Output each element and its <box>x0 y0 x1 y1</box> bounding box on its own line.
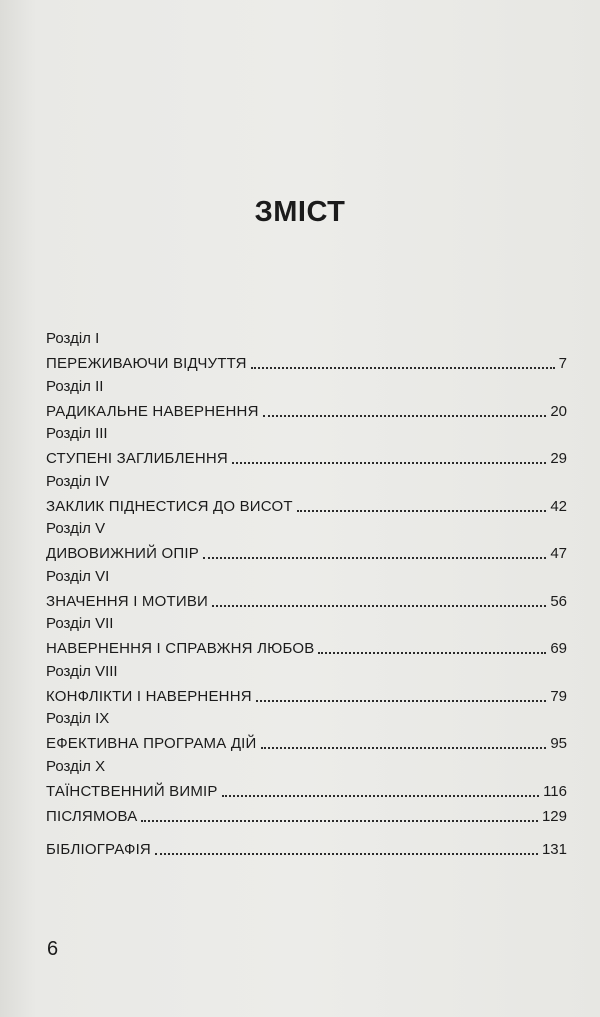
toc-row <box>46 540 567 564</box>
chapter-label: Розділ IV <box>46 472 110 490</box>
toc-row <box>46 350 567 374</box>
chapter-label: Розділ VIII <box>46 662 118 680</box>
page-ref: 95 <box>550 735 567 752</box>
dot-leader <box>222 795 539 797</box>
chapter-label: Розділ VI <box>46 567 110 585</box>
toc-row <box>46 635 567 659</box>
toc-row <box>46 778 567 802</box>
chapter-title: НАВЕРНЕННЯ І СПРАВЖНЯ ЛЮБОВ <box>46 640 315 657</box>
dot-leader <box>297 510 547 512</box>
toc-entry-chapter-10 <box>46 756 567 804</box>
dot-leader <box>261 747 547 749</box>
toc-row <box>46 730 567 754</box>
page-number: 6 <box>47 938 59 960</box>
table-of-contents <box>46 328 567 869</box>
dot-leader <box>141 820 538 822</box>
dot-leader <box>318 652 546 654</box>
page-ref: 116 <box>543 782 567 800</box>
page-ref: 20 <box>550 402 567 420</box>
dot-leader <box>251 367 555 369</box>
toc-row <box>46 588 567 612</box>
chapter-title: РАДИКАЛЬНЕ НАВЕРНЕННЯ <box>46 402 259 420</box>
dot-leader <box>212 605 546 607</box>
dot-leader <box>232 462 546 464</box>
toc-entry-chapter-1 <box>46 328 567 376</box>
chapter-title: ЗНАЧЕННЯ І МОТИВИ <box>46 592 209 610</box>
page-ref: 47 <box>550 545 567 562</box>
chapter-title: КОНФЛІКТИ І НАВЕРНЕННЯ <box>46 687 252 705</box>
toc-entry-chapter-6 <box>46 566 567 614</box>
chapter-label: Розділ III <box>46 425 108 442</box>
toc-row <box>46 803 567 827</box>
toc-entry-chapter-5 <box>46 518 567 566</box>
chapter-title: ТАЇНСТВЕННИЙ ВИМІР <box>46 782 218 800</box>
dot-leader <box>203 557 546 559</box>
afterword-title: ПІСЛЯМОВА <box>46 808 138 825</box>
dot-leader <box>155 853 538 855</box>
chapter-title: ДИВОВИЖНИЙ ОПІР <box>46 545 199 562</box>
toc-row <box>46 836 567 860</box>
toc-entry-chapter-2 <box>46 376 567 424</box>
chapter-title: СТУПЕНІ ЗАГЛИБЛЕННЯ <box>46 450 228 467</box>
toc-row <box>46 398 567 422</box>
chapter-title: ЕФЕКТИВНА ПРОГРАМА ДІЙ <box>46 735 257 752</box>
page-ref: 129 <box>541 808 567 825</box>
page-ref: 29 <box>550 450 567 467</box>
page-ref: 56 <box>550 592 567 610</box>
chapter-title: ПЕРЕЖИВАЮЧИ ВІДЧУТТЯ <box>46 355 247 372</box>
dot-leader <box>256 700 547 702</box>
toc-entry-chapter-8 <box>46 661 567 709</box>
page-title: ЗМІСТ <box>254 196 346 228</box>
bibliography-title: БІБЛІОГРАФІЯ <box>46 841 151 858</box>
chapter-label: Розділ I <box>46 330 100 347</box>
chapter-title: ЗАКЛИК ПІДНЕСТИСЯ ДО ВИСОТ <box>46 497 293 515</box>
chapter-label: Розділ V <box>46 520 106 537</box>
page-ref: 131 <box>541 841 567 858</box>
page-ref: 69 <box>550 640 567 657</box>
toc-row <box>46 493 567 517</box>
toc-row <box>46 445 567 469</box>
toc-entry-chapter-4 <box>46 471 567 519</box>
toc-row <box>46 683 567 707</box>
chapter-label: Розділ IX <box>46 710 110 727</box>
toc-entry-chapter-7 <box>46 613 567 661</box>
page-ref: 79 <box>550 687 567 705</box>
dot-leader <box>263 415 547 417</box>
page-ref: 42 <box>550 497 567 515</box>
toc-entry-chapter-3 <box>46 423 567 471</box>
toc-entry-bibliography <box>46 836 567 869</box>
toc-entry-afterword <box>46 803 567 836</box>
page-ref: 7 <box>558 355 567 372</box>
toc-entry-chapter-9 <box>46 708 567 756</box>
chapter-label: Розділ II <box>46 377 104 395</box>
chapter-label: Розділ X <box>46 757 106 775</box>
chapter-label: Розділ VII <box>46 615 114 632</box>
